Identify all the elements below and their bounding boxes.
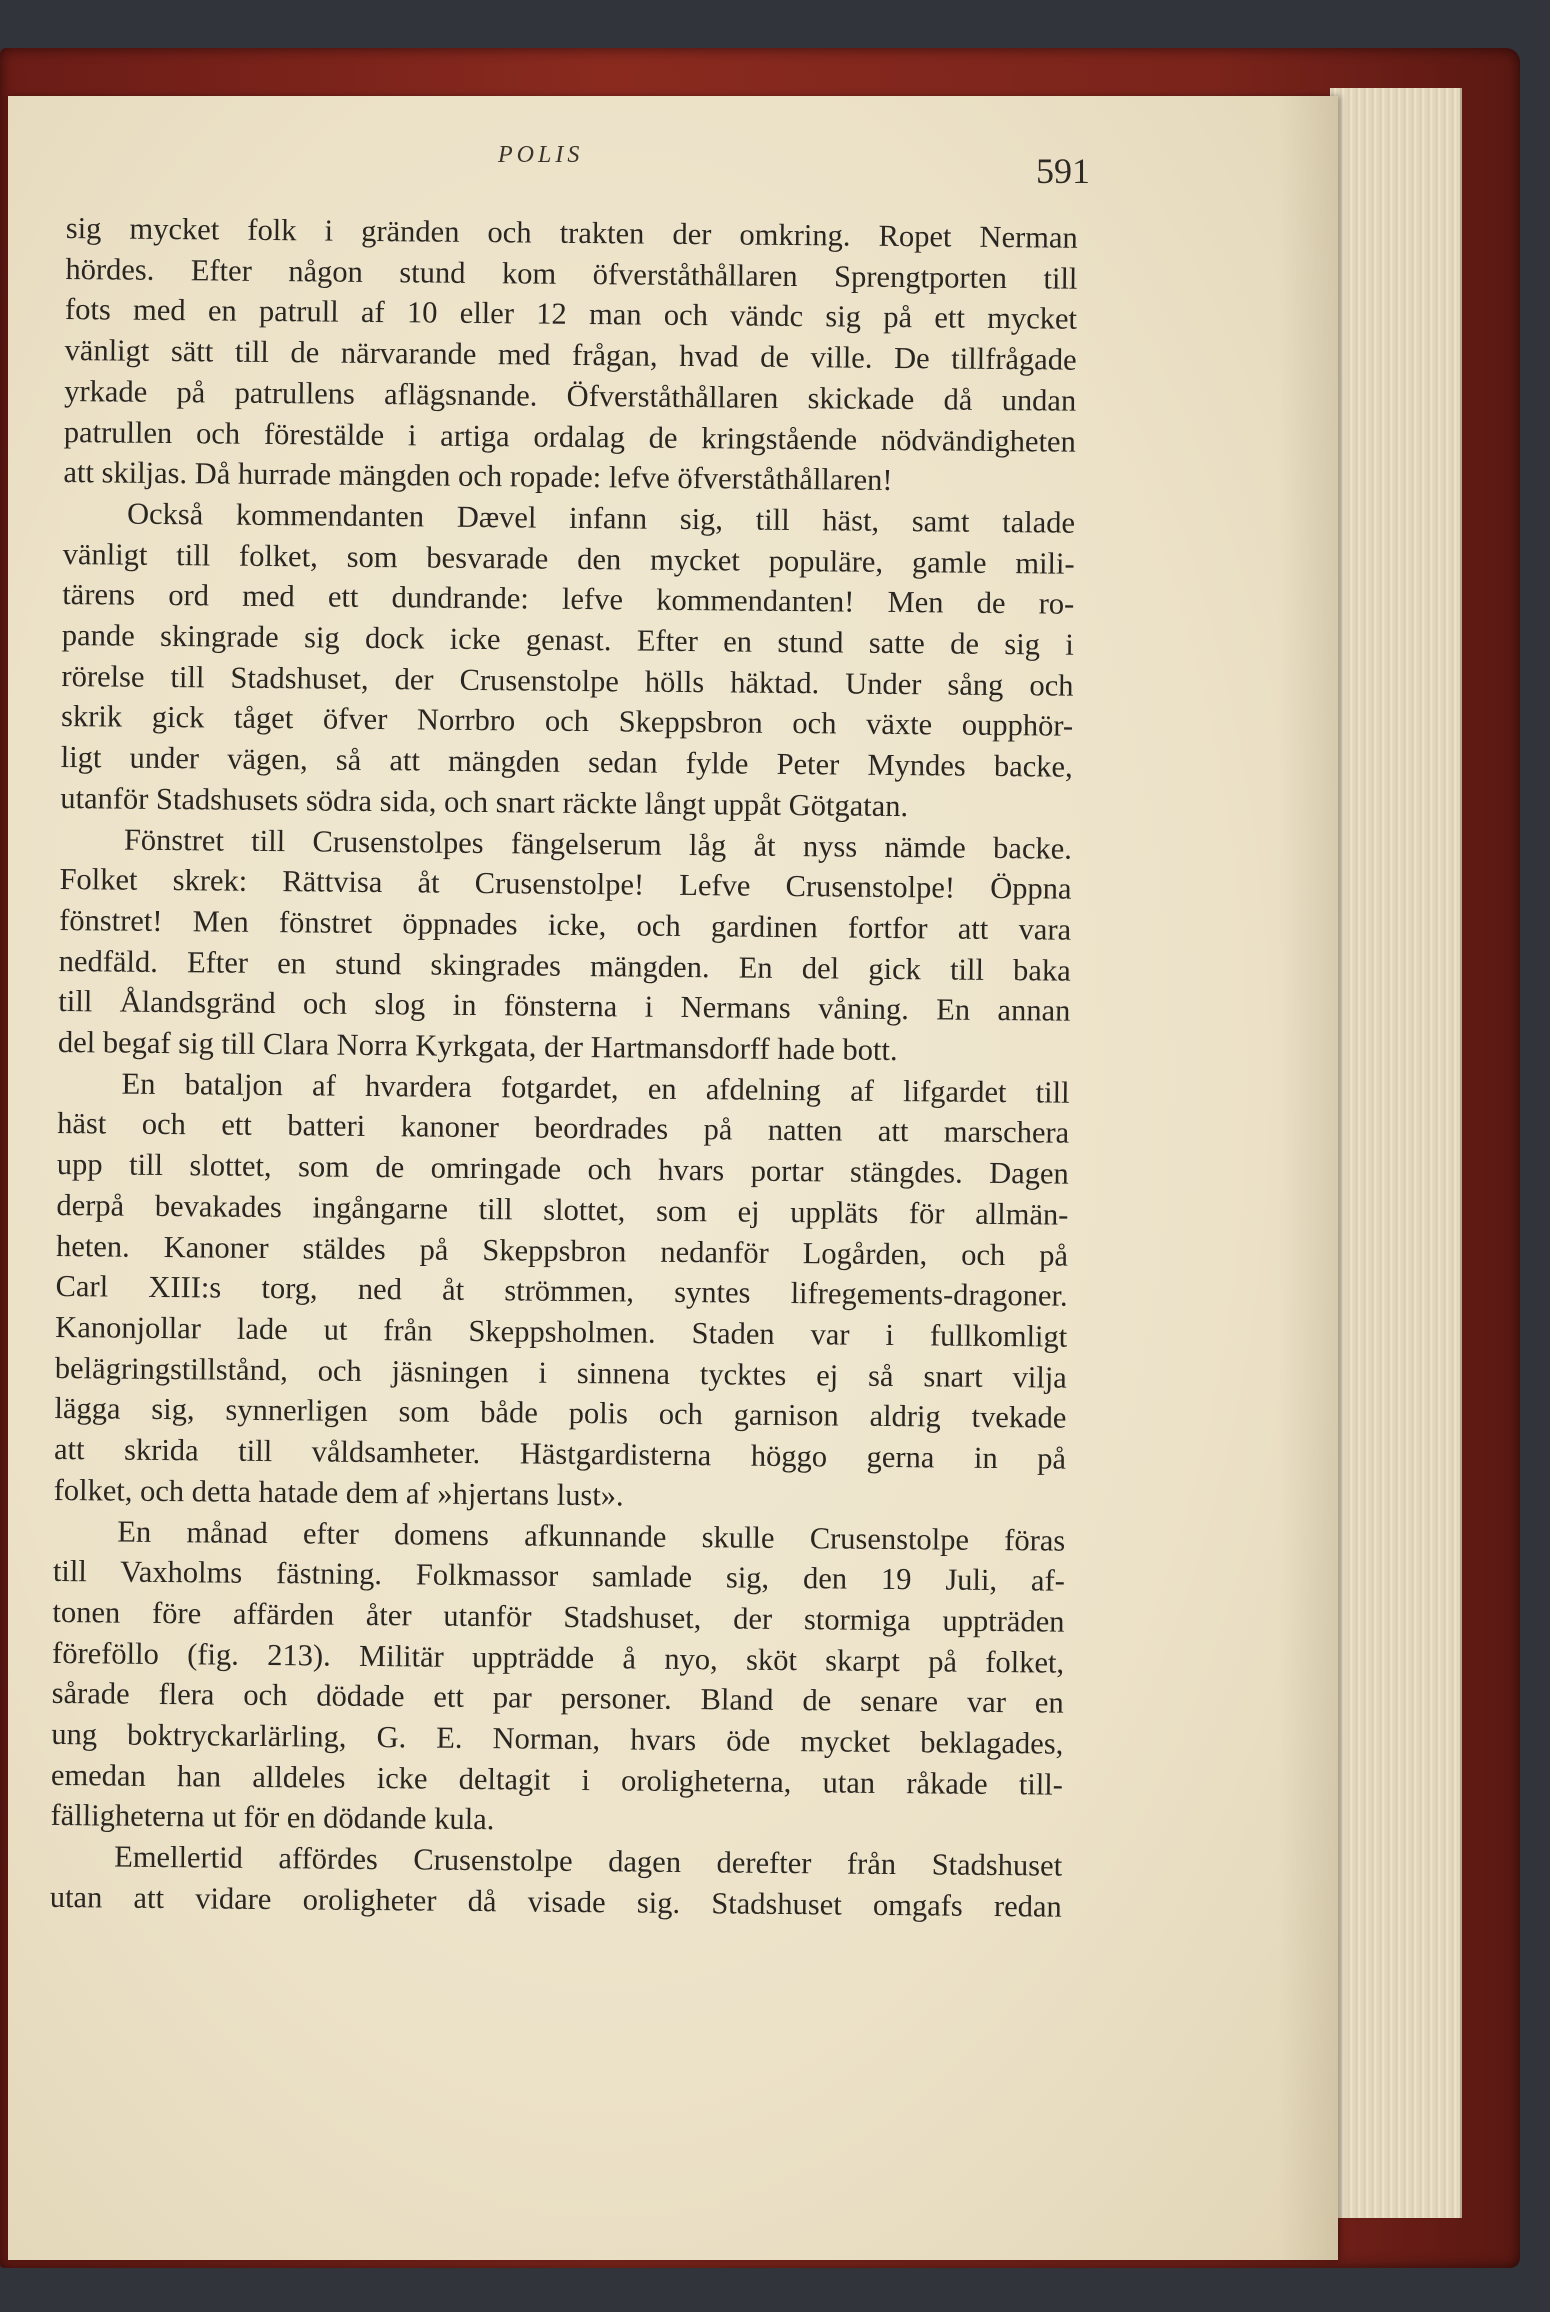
text-line: lägga sig, synnerligen som både polis och garnison aldrig tvekade xyxy=(54,1391,1067,1436)
text-line: till Vaxholms fästning. Folkmassor samlade sig, den 19 Juli, af- xyxy=(52,1554,1066,1598)
text-line: emedan han alldeles icke deltagit i oroligheterna, utan råkade till- xyxy=(50,1757,1064,1802)
text-line: sårade flera och dödade ett par personer. Bland de senare var en xyxy=(51,1676,1064,1720)
text-line: vänligt till folket, som besvarade den mycket populäre, gamle mili- xyxy=(62,536,1075,581)
running-head: POLIS xyxy=(498,142,584,168)
text-line: fots med en patrull af 10 eller 12 man och vändc sig på ett mycket xyxy=(64,292,1078,337)
text-line: Fönstret till Crusenstolpes fängelserum låg åt nyss nämde backe. xyxy=(123,822,1073,866)
text-line: Också kommendanten Dævel infann sig, till häst, samt talade xyxy=(126,496,1076,540)
text-line: vänligt sätt till de närvarande med frågan, hvad de ville. De tillfrågade xyxy=(64,333,1077,377)
text-line: skrik gick tåget öfver Norrbro och Skeppsbron och växte oupphör- xyxy=(60,699,1074,744)
text-line: utanför Stadshusets södra sida, och snart räckte långt uppåt Götgatan. xyxy=(60,780,909,823)
text-line: utan att vidare oroligheter då visade sig. Stadshuset omgafs redan xyxy=(49,1879,1062,1924)
text-line: ligt under vägen, så att mängden sedan fylde Peter Myndes backe, xyxy=(60,740,1073,784)
text-line: En månad efter domens afkunnande skulle Crusenstolpe föras xyxy=(117,1514,1066,1558)
text-line: belägringstillstånd, och jäsningen i sinnena tycktes ej så snart vilja xyxy=(54,1350,1067,1395)
text-line: nedfäld. Efter en stund skingrades mängden. En del gick till baka xyxy=(58,943,1071,988)
text-line: heten. Kanoner stäldes på Skeppsbron nedanför Logården, och på xyxy=(55,1228,1069,1273)
text-line: häst och ett batteri kanoner beordrades på natten att marschera xyxy=(57,1106,1070,1151)
text-line: hördes. Efter någon stund kom öfverståthållaren Sprengtporten till xyxy=(65,251,1078,296)
text-line: att skrida till våldsamheter. Hästgardisterna höggo gerna in på xyxy=(53,1432,1067,1476)
text-line: Kanonjollar lade ut från Skeppsholmen. Staden var i fullkomligt xyxy=(55,1309,1068,1354)
text-line: sig mycket folk i gränden och trakten der omkring. Ropet Nerman xyxy=(65,210,1078,255)
text-line: ung boktryckarlärling, G. E. Norman, hvars öde mycket beklagades, xyxy=(51,1716,1064,1761)
text-line: föreföllo (fig. 213). Militär uppträdde å nyo, sköt skarpt på folket, xyxy=(51,1635,1065,1680)
text-line: tonen före affärden åter utanför Stadshuset, der stormiga uppträden xyxy=(52,1594,1065,1639)
text-line: En bataljon af hvardera fotgardet, en afdelning af lifgardet till xyxy=(121,1066,1070,1110)
text-line: derpå bevakades ingångarne till slottet, som ej uppläts för allmän- xyxy=(56,1187,1069,1232)
text-line: Emellertid affördes Crusenstolpe dagen derefter från Stadshuset xyxy=(114,1839,1063,1883)
text-line: upp till slottet, som de omringade och hvars portar stängdes. Dagen xyxy=(56,1147,1069,1191)
page-edges xyxy=(1330,88,1462,2218)
page-shading xyxy=(1278,96,1338,2260)
text-line: Carl XIII:s torg, ned åt strömmen, syntes lifregements-dragoner. xyxy=(55,1269,1068,1313)
text-line: rörelse till Stadshuset, der Crusenstolpe hölls häktad. Under sång och xyxy=(61,658,1074,703)
text-line: patrullen och förestälde i artiga ordalag de kringstående nödvändigheten xyxy=(63,414,1076,459)
text-line: tärens ord med ett dundrande: lefve kommendanten! Men de ro- xyxy=(62,577,1075,622)
body-text xyxy=(50,208,1078,1927)
text-line: fälligheterna ut för en dödande kula. xyxy=(50,1798,495,1837)
text-line: folket, och detta hatade dem af »hjertans lust». xyxy=(53,1472,624,1513)
text-line: fönstret! Men fönstret öppnades icke, och gardinen fortfor att vara xyxy=(59,902,1072,947)
text-line: del begaf sig till Clara Norra Kyrkgata, der Hartmansdorff hade bott. xyxy=(57,1025,898,1068)
text-line: att skiljas. Då hurrade mängden och ropade: lefve öfverståthållaren! xyxy=(63,455,893,498)
text-line: till Ålandsgränd och slog in fönsterna i Nermans våning. En annan xyxy=(58,984,1071,1029)
text-line: pande skingrade sig dock icke genast. Efter en stund satte de sig i xyxy=(61,618,1075,662)
text-line: yrkade på patrullens aflägsnande. Öfverståthållaren skickade då undan xyxy=(64,373,1077,418)
text-line: Folket skrek: Rättvisa åt Crusenstolpe! Lefve Crusenstolpe! Öppna xyxy=(59,862,1072,906)
page-number: 591 xyxy=(1036,151,1090,191)
